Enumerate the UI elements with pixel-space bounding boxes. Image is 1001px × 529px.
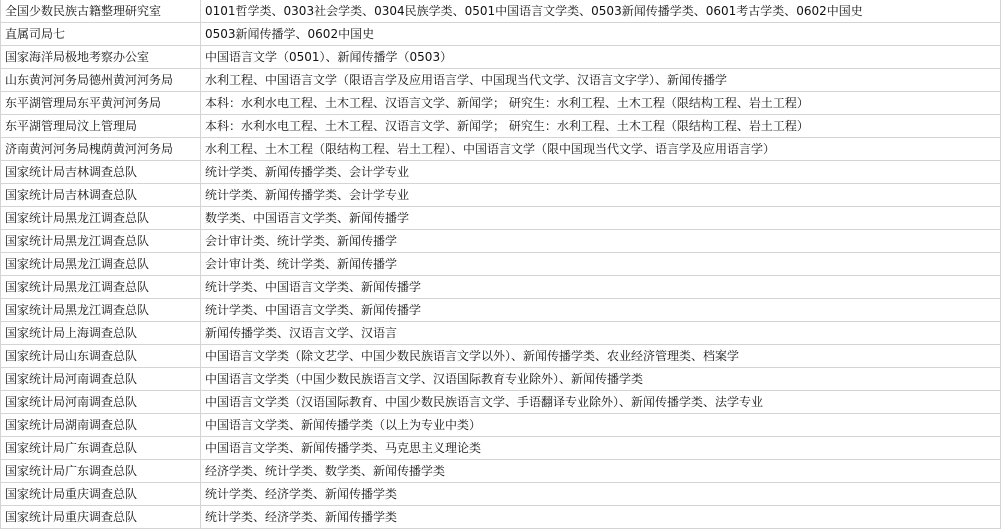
- table-row: [1, 368, 1001, 391]
- cell-major[interactable]: 中国语言文学类（除文艺学、中国少数民族语言文学以外）、新闻传播学类、农业经济管理类、档案学: [201, 345, 1001, 368]
- table-row: [1, 161, 1001, 184]
- cell-unit[interactable]: 国家统计局吉林调查总队: [1, 184, 201, 207]
- cell-major[interactable]: 本科：水利水电工程、土木工程、汉语言文学、新闻学； 研究生：水利工程、土木工程（限结构工程、岩土工程）: [201, 115, 1001, 138]
- cell-unit[interactable]: 国家统计局黑龙江调查总队: [1, 276, 201, 299]
- cell-major[interactable]: 0503新闻传播学、0602中国史: [201, 23, 1001, 46]
- table-row: [1, 437, 1001, 460]
- cell-unit[interactable]: 国家统计局黑龙江调查总队: [1, 207, 201, 230]
- cell-major[interactable]: 统计学类、经济学类、新闻传播学类: [201, 483, 1001, 506]
- cell-unit[interactable]: 国家统计局广东调查总队: [1, 460, 201, 483]
- table-row: [1, 276, 1001, 299]
- table-row: [1, 46, 1001, 69]
- cell-unit[interactable]: 东平湖管理局汶上管理局: [1, 115, 201, 138]
- cell-unit[interactable]: 全国少数民族古籍整理研究室: [1, 0, 201, 23]
- table-row: [1, 506, 1001, 529]
- cell-major[interactable]: 本科：水利水电工程、土木工程、汉语言文学、新闻学； 研究生：水利工程、土木工程（限结构工程、岩土工程）: [201, 92, 1001, 115]
- table-row: [1, 92, 1001, 115]
- table-row: [1, 23, 1001, 46]
- cell-unit[interactable]: 国家统计局重庆调查总队: [1, 483, 201, 506]
- table-row: [1, 115, 1001, 138]
- table-row: [1, 0, 1001, 23]
- cell-major[interactable]: 统计学类、中国语言文学类、新闻传播学: [201, 276, 1001, 299]
- cell-major[interactable]: 统计学类、新闻传播学类、会计学专业: [201, 161, 1001, 184]
- cell-unit[interactable]: 国家海洋局极地考察办公室: [1, 46, 201, 69]
- cell-unit[interactable]: 国家统计局广东调查总队: [1, 437, 201, 460]
- cell-major[interactable]: 中国语言文学类（中国少数民族语言文学、汉语国际教育专业除外）、新闻传播学类: [201, 368, 1001, 391]
- table-row: [1, 414, 1001, 437]
- cell-unit[interactable]: 国家统计局黑龙江调查总队: [1, 253, 201, 276]
- cell-major[interactable]: 会计审计类、统计学类、新闻传播学: [201, 253, 1001, 276]
- table-row: [1, 345, 1001, 368]
- cell-major[interactable]: 中国语言文学类、新闻传播学类、马克思主义理论类: [201, 437, 1001, 460]
- cell-major[interactable]: 数学类、中国语言文学类、新闻传播学: [201, 207, 1001, 230]
- cell-major[interactable]: 统计学类、新闻传播学类、会计学专业: [201, 184, 1001, 207]
- cell-major[interactable]: 中国语言文学类（汉语国际教育、中国少数民族语言文学、手语翻译专业除外）、新闻传播学类、法学专业: [201, 391, 1001, 414]
- cell-unit[interactable]: 国家统计局山东调查总队: [1, 345, 201, 368]
- cell-unit[interactable]: 国家统计局黑龙江调查总队: [1, 299, 201, 322]
- cell-major[interactable]: 经济学类、统计学类、数学类、新闻传播学类: [201, 460, 1001, 483]
- cell-major[interactable]: 水利工程、中国语言文学（限语言学及应用语言学、中国现当代文学、汉语言文字学）、新闻传播学: [201, 69, 1001, 92]
- table-row: [1, 69, 1001, 92]
- table-row: [1, 138, 1001, 161]
- table-row: [1, 207, 1001, 230]
- table-body: [1, 0, 1001, 529]
- cell-unit[interactable]: 国家统计局重庆调查总队: [1, 506, 201, 529]
- cell-major[interactable]: 统计学类、经济学类、新闻传播学类: [201, 506, 1001, 529]
- table-row: [1, 230, 1001, 253]
- cell-major[interactable]: 中国语言文学（0501）、新闻传播学（0503）: [201, 46, 1001, 69]
- cell-unit[interactable]: 国家统计局黑龙江调查总队: [1, 230, 201, 253]
- table-row: [1, 483, 1001, 506]
- cell-major[interactable]: 新闻传播学类、汉语言文学、汉语言: [201, 322, 1001, 345]
- cell-unit[interactable]: 国家统计局吉林调查总队: [1, 161, 201, 184]
- cell-major[interactable]: 会计审计类、统计学类、新闻传播学: [201, 230, 1001, 253]
- cell-unit[interactable]: 国家统计局河南调查总队: [1, 391, 201, 414]
- cell-major[interactable]: 水利工程、土木工程（限结构工程、岩土工程）、中国语言文学（限中国现当代文学、语言学及应用语言学）: [201, 138, 1001, 161]
- cell-unit[interactable]: 国家统计局湖南调查总队: [1, 414, 201, 437]
- table-row: [1, 391, 1001, 414]
- cell-unit[interactable]: 山东黄河河务局德州黄河河务局: [1, 69, 201, 92]
- cell-unit[interactable]: 直属司局七: [1, 23, 201, 46]
- cell-major[interactable]: 0101哲学类、0303社会学类、0304民族学类、0501中国语言文学类、0503新闻传播学类、0601考古学类、0602中国史: [201, 0, 1001, 23]
- cell-major[interactable]: 中国语言文学类、新闻传播学类（以上为专业中类）: [201, 414, 1001, 437]
- cell-unit[interactable]: 济南黄河河务局槐荫黄河河务局: [1, 138, 201, 161]
- cell-major[interactable]: 统计学类、中国语言文学类、新闻传播学: [201, 299, 1001, 322]
- cell-unit[interactable]: 国家统计局河南调查总队: [1, 368, 201, 391]
- table-row: [1, 253, 1001, 276]
- table-row: [1, 460, 1001, 483]
- table-row: [1, 184, 1001, 207]
- cell-unit[interactable]: 东平湖管理局东平黄河河务局: [1, 92, 201, 115]
- cell-unit[interactable]: 国家统计局上海调查总队: [1, 322, 201, 345]
- table-row: [1, 322, 1001, 345]
- table-row: [1, 299, 1001, 322]
